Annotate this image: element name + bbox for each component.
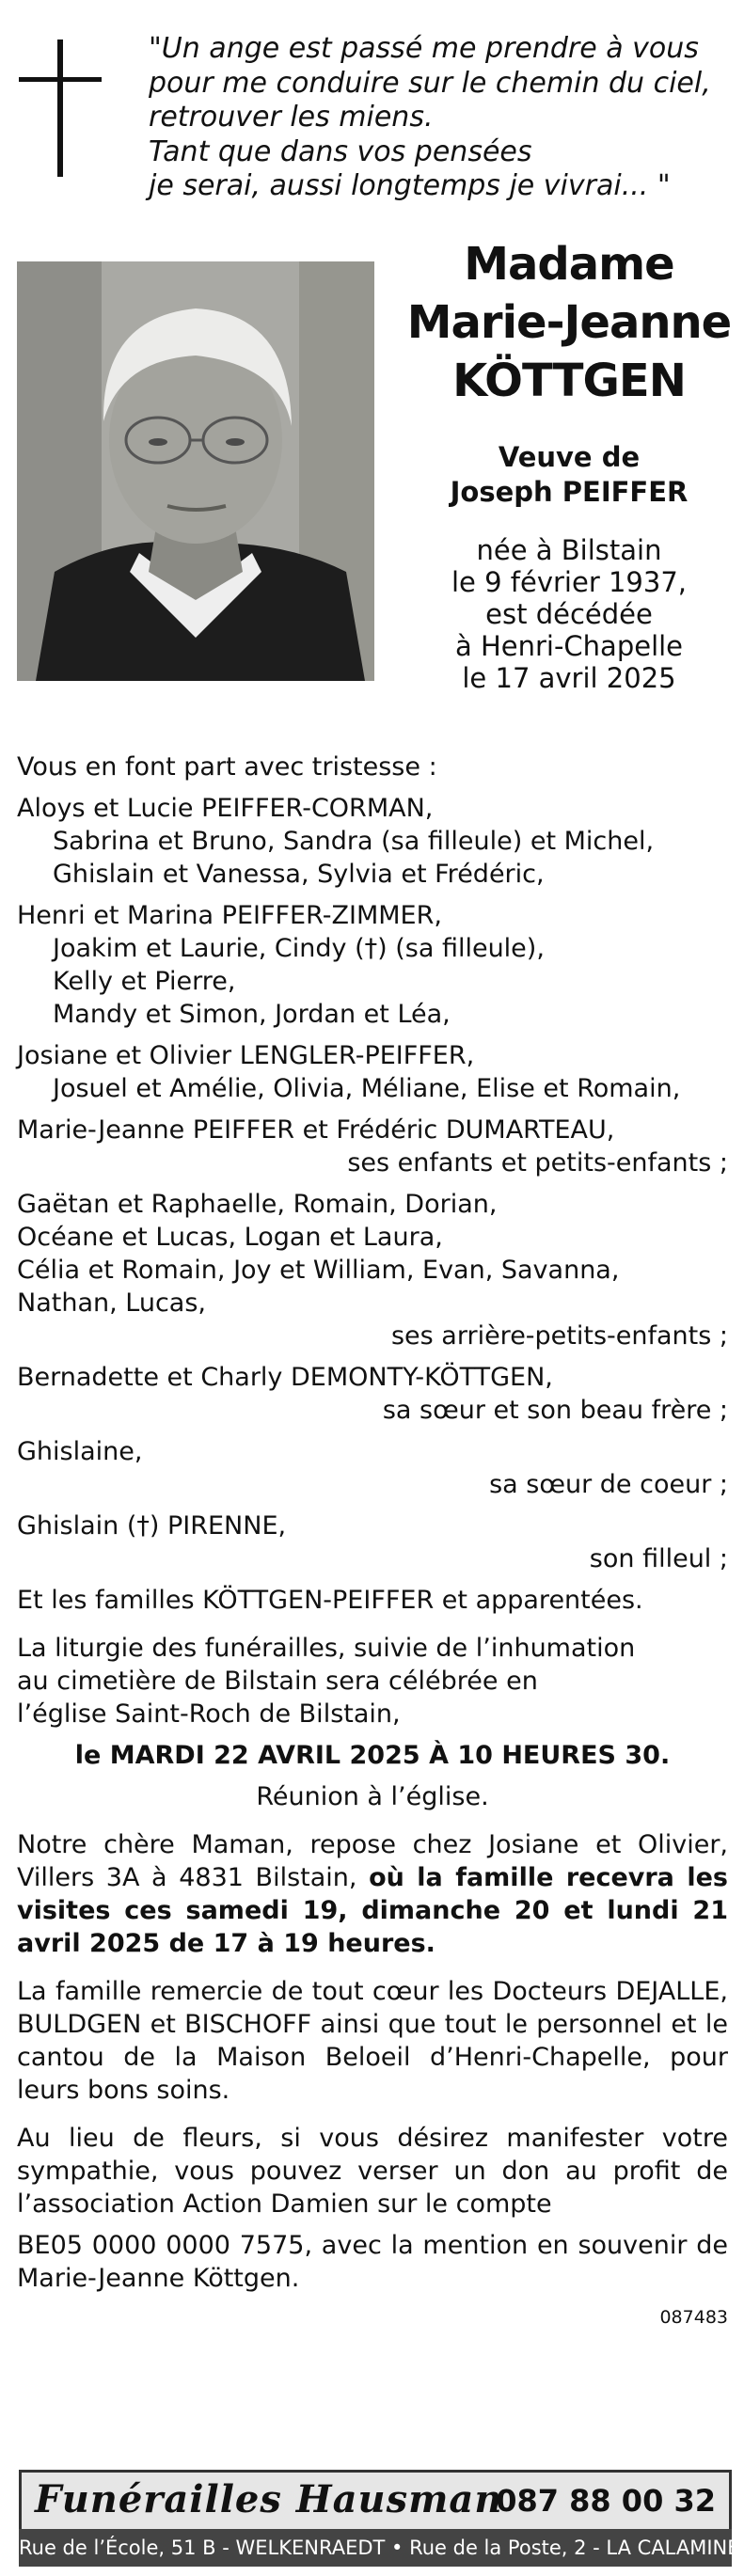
widow-line: Veuve de	[498, 441, 641, 473]
family-line: Célia et Romain, Joy et William, Evan, Savanna,	[17, 1256, 620, 1285]
verse-line: "Un ange est passé me prendre à vous	[149, 32, 699, 65]
birth-death-info	[395, 534, 743, 694]
family-line: Joakim et Laurie, Cindy (†) (sa filleule),	[53, 934, 545, 963]
date-line: le 17 avril 2025	[462, 662, 676, 694]
family-line: Josuel et Amélie, Olivia, Méliane, Elise et Romain,	[53, 1074, 681, 1103]
family-line: Mandy et Simon, Jordan et Léa,	[53, 1000, 451, 1029]
obituary-body	[17, 751, 728, 2329]
family-head: Ghislain (†) PIRENNE,	[17, 1511, 287, 1541]
name-line: Marie-Jeanne	[406, 296, 732, 349]
verse-line: retrouver les miens.	[149, 101, 434, 134]
date-line: née à Bilstain	[476, 534, 662, 566]
portrait-illustration	[17, 261, 374, 681]
relation-line: son filleul ;	[589, 1544, 728, 1573]
verse	[149, 32, 732, 204]
funeral-line: La liturgie des funérailles, suivie de l’inhumation	[17, 1634, 636, 1663]
family-line: Gaëtan et Raphaelle, Romain, Dorian,	[17, 1190, 498, 1219]
widow-of	[395, 440, 743, 510]
family-head: Bernadette et Charly DEMONTY-KÖTTGEN,	[17, 1363, 553, 1392]
family-head: Josiane et Olivier LENGLER-PEIFFER,	[17, 1041, 475, 1070]
funeral-home-phone: 087 88 00 32	[496, 2483, 716, 2519]
name-line: KÖTTGEN	[452, 355, 686, 407]
family-head: Henri et Marina PEIFFER-ZIMMER,	[17, 901, 442, 930]
verse-line: pour me conduire sur le chemin du ciel,	[149, 66, 711, 100]
family-head: Marie-Jeanne PEIFFER et Frédéric DUMARTEAU,	[17, 1115, 615, 1145]
visit-text: Notre chère Maman, repose chez Josiane et Olivier, Villers 3A à 4831 Bilstain,	[17, 1830, 728, 1892]
funeral-meeting: Réunion à l’église.	[256, 1782, 489, 1811]
funeral-home-address: Rue de l’École, 51 B - WELKENRAEDT • Rue de la Poste, 2 - LA CALAMINE	[19, 2529, 732, 2567]
widow-line: Joseph PEIFFER	[450, 476, 689, 508]
relation-line: sa sœur de coeur ;	[489, 1470, 728, 1499]
name-line: Madame	[464, 238, 674, 291]
family-line: Nathan, Lucas,	[17, 1288, 206, 1318]
funeral-line: l’église Saint-Roch de Bilstain,	[17, 1699, 401, 1729]
family-closing: Et les familles KÖTTGEN-PEIFFER et apparentées.	[17, 1586, 643, 1615]
family-intro: Vous en font part avec tristesse :	[17, 752, 437, 782]
donation-account: BE05 0000 0000 7575, avec la mention en souvenir de Marie-Jeanne Köttgen.	[17, 2231, 728, 2293]
family-head: Aloys et Lucie PEIFFER-CORMAN,	[17, 794, 434, 823]
funeral-home-name: Funérailles Hausman	[35, 2477, 503, 2521]
portrait-photo	[17, 261, 374, 681]
deceased-header	[395, 235, 743, 694]
verse-line: je serai, aussi longtemps je vivrai... "	[149, 169, 671, 202]
reference-number: 087483	[659, 2307, 728, 2328]
date-line: est décédée	[485, 598, 653, 630]
thanks-paragraph: La famille remercie de tout cœur les Docteurs DEJALLE, BULDGEN et BISCHOFF ainsi que tout le personnel et le cantou de la Maison Beloeil d’Henri-Chapelle, pour leurs bons soins.	[17, 1977, 728, 2105]
deceased-name	[395, 235, 743, 410]
family-line: Kelly et Pierre,	[53, 967, 236, 996]
verse-line: Tant que dans vos pensées	[149, 134, 532, 168]
donation-paragraph: Au lieu de fleurs, si vous désirez manifester votre sympathie, vous pouvez verser un don au profit de l’association Action Damien sur le compte	[17, 2124, 728, 2219]
funeral-line: au cimetière de Bilstain sera célébrée en	[17, 1667, 538, 1696]
relation-line: ses enfants et petits-enfants ;	[347, 1148, 728, 1177]
date-line: le 9 février 1937,	[451, 566, 687, 598]
relation-line: sa sœur et son beau frère ;	[382, 1396, 728, 1425]
family-line: Ghislain et Vanessa, Sylvia et Frédéric,	[53, 860, 545, 889]
family-line: Sabrina et Bruno, Sandra (sa filleule) et Michel,	[53, 827, 655, 856]
date-line: à Henri-Chapelle	[454, 630, 684, 662]
visit-hours: où la famille recevra les visites ces samedi 19, dimanche 20 et lundi 21 avril 2025 de 17 à 19 heures.	[17, 1863, 728, 1958]
cross-icon	[19, 40, 102, 177]
relation-line: ses arrière-petits-enfants ;	[390, 1321, 728, 1351]
family-head: Ghislaine,	[17, 1437, 143, 1466]
family-line: Océane et Lucas, Logan et Laura,	[17, 1223, 443, 1252]
funeral-home-banner	[19, 2470, 732, 2529]
visit-paragraph	[17, 1828, 728, 1960]
funeral-date: le MARDI 22 AVRIL 2025 À 10 HEURES 30.	[74, 1741, 671, 1770]
